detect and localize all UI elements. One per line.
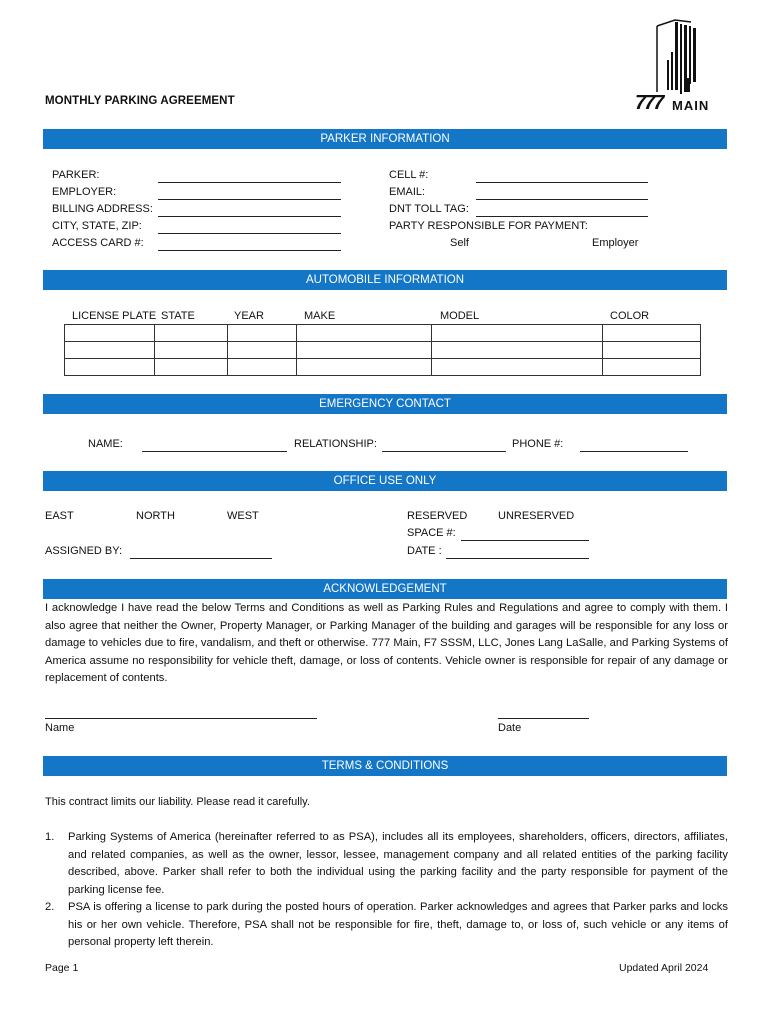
table-cell[interactable] [603, 342, 701, 359]
assigned-by-field[interactable] [130, 558, 272, 559]
emergency-name-field[interactable] [142, 451, 287, 452]
table-cell[interactable] [603, 359, 701, 376]
employer-field[interactable] [158, 199, 341, 200]
777-main-logo [635, 12, 715, 120]
signature-name-field[interactable] [45, 718, 317, 719]
relationship-label: RELATIONSHIP: [294, 438, 377, 450]
list-item-text: Parking Systems of America (hereinafter referred to as PSA), includes all its employees, shareholders, officers, directors, affiliates, and related companies, as well as the owner, lessor, lessee, management company and all related entities of the parking facility described, above. Parker shall refer to both the individual using the parking facility and the party responsible for payment of the parking license fee. [68, 831, 728, 896]
assigned-by-label: ASSIGNED BY: [45, 545, 123, 557]
reserved-option[interactable]: RESERVED [407, 510, 468, 522]
office-date-label: DATE : [407, 545, 442, 557]
table-cell[interactable] [297, 325, 432, 342]
city-state-zip-field[interactable] [158, 233, 341, 234]
table-cell[interactable] [603, 325, 701, 342]
list-item-text: PSA is offering a license to park during the posted hours of operation. Parker acknowledges and agrees that Parker parks and locks his or her own vehicle. Therefore, PSA shall not be responsible for fire, theft, damage to, or loss of, such vehicle or any items of personal property left therein. [68, 901, 728, 948]
access-card-label: ACCESS CARD #: [52, 237, 144, 249]
emergency-name-label: NAME: [88, 438, 123, 450]
space-field[interactable] [461, 540, 589, 541]
col-license-plate: LICENSE PLATE [72, 310, 157, 322]
signature-date-label: Date [498, 722, 522, 734]
west-option[interactable]: WEST [227, 510, 259, 522]
document-title: MONTHLY PARKING AGREEMENT [45, 95, 235, 107]
col-year: YEAR [234, 310, 264, 322]
access-card-field[interactable] [158, 250, 341, 251]
option-self[interactable]: Self [450, 237, 469, 249]
table-row [65, 342, 701, 359]
table-cell[interactable] [228, 325, 297, 342]
phone-field[interactable] [580, 451, 688, 452]
col-color: COLOR [610, 310, 650, 322]
city-state-zip-label: CITY, STATE, ZIP: [52, 220, 142, 232]
option-employer[interactable]: Employer [592, 237, 639, 249]
col-state: STATE [161, 310, 195, 322]
billing-address-field[interactable] [158, 216, 341, 217]
col-model: MODEL [440, 310, 480, 322]
table-cell[interactable] [297, 342, 432, 359]
north-option[interactable]: NORTH [136, 510, 175, 522]
col-make: MAKE [304, 310, 336, 322]
table-cell[interactable] [155, 325, 228, 342]
email-label: EMAIL: [389, 186, 426, 198]
table-cell[interactable] [65, 325, 155, 342]
dnt-toll-tag-field[interactable] [476, 216, 648, 217]
party-responsible-label: PARTY RESPONSIBLE FOR PAYMENT: [389, 220, 588, 232]
table-row [65, 359, 701, 376]
signature-date-field[interactable] [498, 718, 589, 719]
office-date-field[interactable] [446, 558, 589, 559]
list-item-number: 1. [45, 831, 55, 843]
logo-number: 777 [635, 92, 663, 114]
dnt-toll-tag-label: DNT TOLL TAG: [389, 203, 469, 215]
logo-main-text: MAIN [672, 98, 710, 113]
table-cell[interactable] [65, 342, 155, 359]
table-cell[interactable] [297, 359, 432, 376]
table-cell[interactable] [155, 342, 228, 359]
table-cell[interactable] [228, 359, 297, 376]
unreserved-option[interactable]: UNRESERVED [498, 510, 575, 522]
list-item [45, 899, 728, 952]
table-cell[interactable] [65, 359, 155, 376]
parker-field[interactable] [158, 182, 341, 183]
acknowledgement-text: I acknowledge I have read the below Terms and Conditions as well as Parking Rules and Regulations and agree to comply with them. I also agree that neither the Owner, Property Manager, or Parking Manager of the building and garages will be responsible for any loss or damage to vehicles due to fire, vandalism, and theft or otherwise. 777 Main, F7 SSSM, LLC, Jones Lang LaSalle, and Parking Systems of America assume no responsibility for vehicle theft, damage, or loss of contents. Vehicle owner is responsible for repair of any damage or replacement of contents. [45, 602, 728, 684]
cell-label: CELL #: [389, 169, 429, 181]
employer-label: EMPLOYER: [52, 186, 117, 198]
east-option[interactable]: EAST [45, 510, 74, 522]
table-cell[interactable] [155, 359, 228, 376]
page-number: Page 1 [45, 962, 79, 974]
table-cell[interactable] [228, 342, 297, 359]
relationship-field[interactable] [382, 451, 506, 452]
table-cell[interactable] [432, 359, 603, 376]
terms-banner: TERMS & CONDITIONS [43, 756, 727, 776]
table-row [65, 325, 701, 342]
parker-information-banner: PARKER INFORMATION [43, 129, 727, 149]
space-label: SPACE #: [407, 527, 456, 539]
email-field[interactable] [476, 199, 648, 200]
parker-label: PARKER: [52, 169, 100, 181]
terms-list [45, 829, 728, 952]
list-item-number: 2. [45, 901, 55, 913]
billing-address-label: BILLING ADDRESS: [52, 203, 153, 215]
terms-intro: This contract limits our liability. Please read it carefully. [45, 796, 310, 808]
office-use-banner: OFFICE USE ONLY [43, 471, 727, 491]
acknowledgement-banner: ACKNOWLEDGEMENT [43, 579, 727, 599]
updated-date: Updated April 2024 [619, 962, 709, 974]
cell-field[interactable] [476, 182, 648, 183]
table-cell[interactable] [432, 342, 603, 359]
signature-name-label: Name [45, 722, 75, 734]
phone-label: PHONE #: [512, 438, 564, 450]
automobile-table [64, 324, 701, 376]
list-item [45, 829, 728, 899]
automobile-information-banner: AUTOMOBILE INFORMATION [43, 270, 727, 290]
emergency-contact-banner: EMERGENCY CONTACT [43, 394, 727, 414]
table-cell[interactable] [432, 325, 603, 342]
